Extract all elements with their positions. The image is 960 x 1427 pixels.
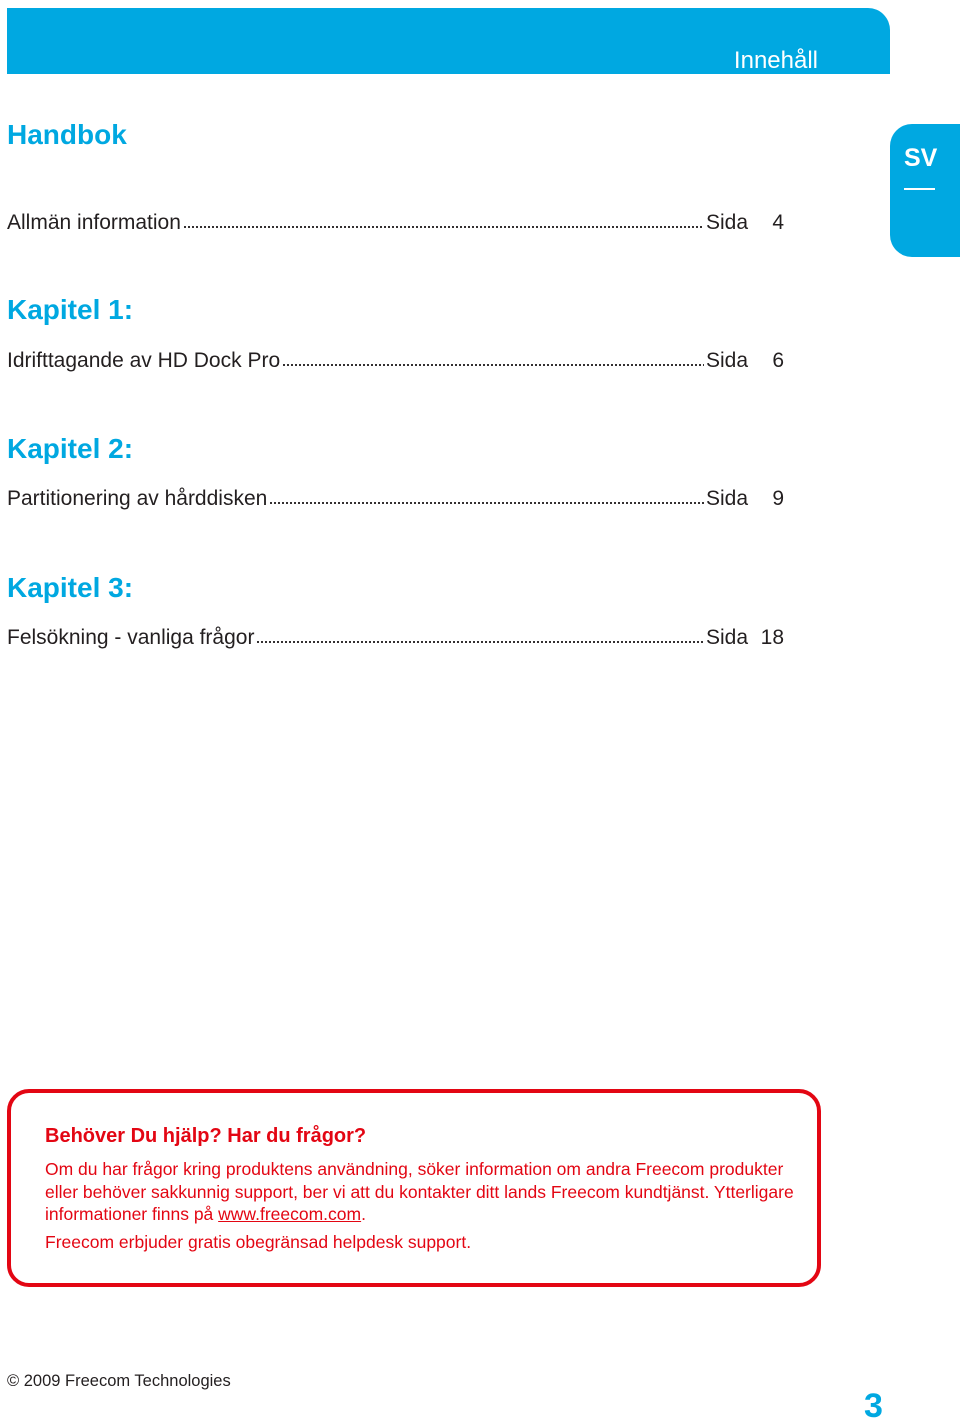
page-number: 3 xyxy=(864,1387,883,1425)
help-paragraph-text: Om du har frågor kring produktens användning, söker information om andra Freecom produkter eller behöver sakkunnig support, ber vi att du kontakter ditt lands Freecom kundtjänst. Ytterligare informationer finns på xyxy=(45,1159,794,1224)
help-box xyxy=(7,1089,821,1287)
toc-page-number: 9 xyxy=(772,487,784,510)
toc-entry-label: Idrifttagande av HD Dock Pro xyxy=(7,349,281,372)
language-label: SV xyxy=(904,144,938,172)
toc-entry-label: Allmän information xyxy=(7,211,181,234)
help-paragraph-end: . xyxy=(361,1204,366,1224)
toc-page-word: Sida xyxy=(705,626,748,649)
language-tab[interactable] xyxy=(890,124,960,257)
toc-entry-label: Felsökning - vanliga frågor xyxy=(7,626,255,649)
toc-heading-chapter-3: Kapitel 3: xyxy=(7,572,134,603)
toc-heading-handbok: Handbok xyxy=(7,119,127,150)
help-paragraph xyxy=(45,1158,795,1226)
toc-leader-dots xyxy=(269,500,704,505)
toc-page-word: Sida xyxy=(705,211,748,234)
freecom-website-link[interactable]: www.freecom.com xyxy=(218,1204,362,1224)
toc-heading-chapter-2: Kapitel 2: xyxy=(7,433,134,464)
toc-page-word: Sida xyxy=(705,349,748,372)
toc-leader-dots xyxy=(256,639,704,644)
toc-page-number: 6 xyxy=(772,349,784,372)
toc-page-number: 18 xyxy=(760,626,784,649)
help-paragraph-support: Freecom erbjuder gratis obegränsad helpdesk support. xyxy=(45,1232,472,1252)
help-title: Behöver Du hjälp? Har du frågor? xyxy=(45,1125,367,1147)
toc-entry-label: Partitionering av hårddisken xyxy=(7,487,268,510)
header-title: Innehåll xyxy=(733,47,818,74)
toc-page-word: Sida xyxy=(705,487,748,510)
toc-entry-chapter-2[interactable] xyxy=(7,485,784,513)
toc-leader-dots xyxy=(183,224,704,229)
toc-page-number: 4 xyxy=(772,211,784,234)
language-underline xyxy=(904,188,935,190)
toc-entry-chapter-3[interactable] xyxy=(7,624,784,652)
footer-copyright: © 2009 Freecom Technologies xyxy=(7,1372,231,1390)
toc-entry-chapter-1[interactable] xyxy=(7,347,784,375)
header-bar xyxy=(7,8,890,74)
toc-leader-dots xyxy=(282,362,704,367)
toc-entry-general-information[interactable] xyxy=(7,209,784,237)
toc-heading-chapter-1: Kapitel 1: xyxy=(7,294,134,325)
